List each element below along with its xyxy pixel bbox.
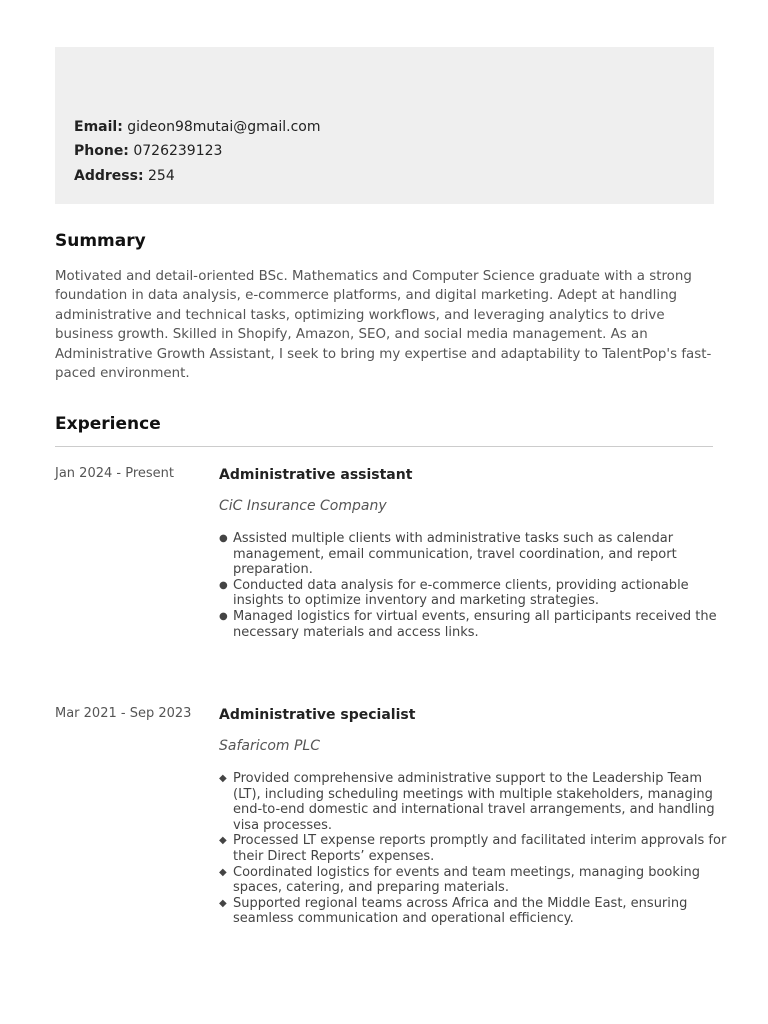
job-dates: Mar 2021 - Sep 2023 (55, 706, 192, 721)
bullet-item (219, 865, 727, 896)
job-company: Safaricom PLC (219, 738, 320, 754)
job-title: Administrative assistant (219, 467, 413, 483)
job-dates: Jan 2024 - Present (55, 466, 174, 481)
bullet-dot-icon: ● (219, 610, 228, 622)
bullet-text: Conducted data analysis for e-commerce clients, providing actionable insights to optimize inventory and marketing strategies. (233, 577, 689, 609)
contact-phone (74, 142, 222, 160)
summary-text: Motivated and detail-oriented BSc. Mathematics and Computer Science graduate with a strong foundation in data analysis, e-commerce platforms, and digital marketing. Adept at handling administrative and technical tasks, optimizing workflows, and leveraging analytics to drive business growth. Skilled in Shopify, Amazon, SEO, and social media management. As an Administrative Growth Assistant, I seek to bring my expertise and adaptability to TalentPop's fast-paced environment. (55, 269, 712, 382)
bullet-item (219, 896, 727, 927)
bullet-text: Processed LT expense reports promptly and facilitated interim approvals for their Direct Reports’ expenses. (233, 833, 727, 864)
bullet-item (219, 771, 727, 833)
address-label: Address: (74, 168, 144, 184)
bullet-item (219, 531, 727, 578)
bullet-text: Managed logistics for virtual events, ensuring all participants received the necessary materials and access links. (233, 608, 717, 640)
bullet-diamond-icon: ◆ (219, 897, 227, 909)
bullet-item (219, 833, 727, 864)
job-bullets (219, 531, 727, 640)
bullet-diamond-icon: ◆ (219, 773, 227, 784)
contact-email (74, 118, 320, 136)
phone-label: Phone: (74, 143, 129, 159)
contact-address (74, 167, 175, 185)
job-company: CiC Insurance Company (219, 498, 387, 514)
job-bullets (219, 771, 727, 927)
bullet-dot-icon: ● (219, 579, 228, 591)
bullet-item (219, 578, 727, 609)
bullet-diamond-icon: ◆ (219, 866, 227, 878)
job-title: Administrative specialist (219, 707, 416, 723)
bullet-text: Provided comprehensive administrative support to the Leadership Team (LT), including scheduling meetings with multiple stakeholders, managing end-to-end domestic and international travel arrangements, and handling visa processes. (233, 771, 715, 833)
bullet-diamond-icon: ◆ (219, 835, 227, 847)
bullet-text: Assisted multiple clients with administrative tasks such as calendar management, email communication, travel coordination, and report preparation. (233, 531, 677, 578)
bullet-item (219, 609, 727, 640)
address-value: 254 (148, 168, 175, 184)
phone-value: 0726239123 (133, 143, 223, 159)
contact-box (55, 47, 714, 204)
summary-heading: Summary (55, 231, 146, 251)
experience-heading: Experience (55, 414, 161, 434)
bullet-text: Coordinated logistics for events and team meetings, managing booking spaces, catering, and preparing materials. (233, 864, 701, 896)
bullet-text: Supported regional teams across Africa and the Middle East, ensuring seamless communication and operational efficiency. (233, 895, 688, 927)
email-value[interactable]: gideon98mutai@gmail.com (127, 119, 321, 135)
bullet-dot-icon: ● (219, 533, 228, 544)
email-label: Email: (74, 119, 123, 135)
experience-divider (55, 446, 713, 447)
